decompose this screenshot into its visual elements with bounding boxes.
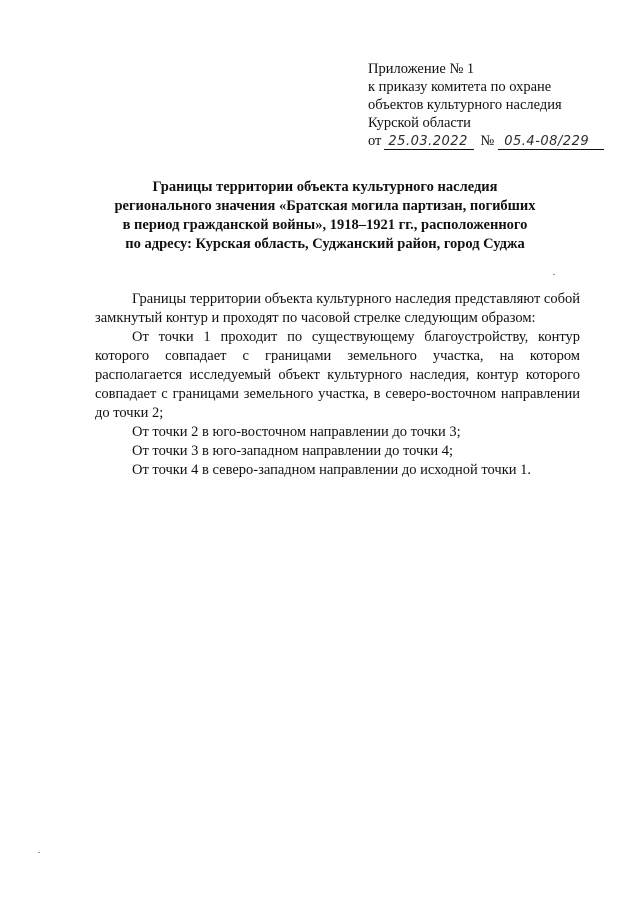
- order-prefix: от: [368, 133, 382, 149]
- order-date-handwritten: 25.03.2022: [384, 135, 474, 150]
- title-line-3: в период гражданской войны», 1918–1921 гг., расположенного: [122, 217, 528, 233]
- scan-speck: [38, 852, 40, 853]
- intro-paragraph: Границы территории объекта культурного наследия представляют собой замкнутый контур и проходят по часовой стрелке следующим образом:: [95, 291, 580, 326]
- scan-speck: [553, 274, 555, 275]
- appendix-header: [368, 60, 618, 150]
- point-2-line: От точки 2 в юго-восточном направлении до точки 3;: [132, 424, 461, 440]
- document-body: [95, 290, 580, 480]
- order-number-handwritten: 05.4-08/229: [498, 135, 604, 150]
- order-number-sign: №: [480, 133, 495, 149]
- order-date-number-line: [368, 132, 618, 150]
- title-line-1: Границы территории объекта культурного наследия: [152, 179, 498, 195]
- title-line-2: регионального значения «Братская могила партизан, погибших: [114, 198, 536, 214]
- appendix-order-ref: к приказу комитета по охране: [368, 79, 552, 95]
- point-1-paragraph: От точки 1 проходит по существующему благоустройству, контур которого совпадает с границами земельного участка, на котором располагается исследуемый объект культурного наследия, контур которого совпадает с границами земельного участка, в северо-восточном направлении до точки 2;: [95, 329, 580, 421]
- title-line-4: по адресу: Курская область, Суджанский район, город Суджа: [125, 236, 525, 252]
- appendix-region: Курской области: [368, 115, 471, 131]
- point-3-line: От точки 3 в юго-западном направлении до точки 4;: [132, 443, 454, 459]
- appendix-number: Приложение № 1: [368, 61, 475, 77]
- document-title: [80, 178, 570, 254]
- appendix-committee: объектов культурного наследия: [368, 97, 562, 113]
- point-4-line: От точки 4 в северо-западном направлении до исходной точки 1.: [132, 462, 532, 478]
